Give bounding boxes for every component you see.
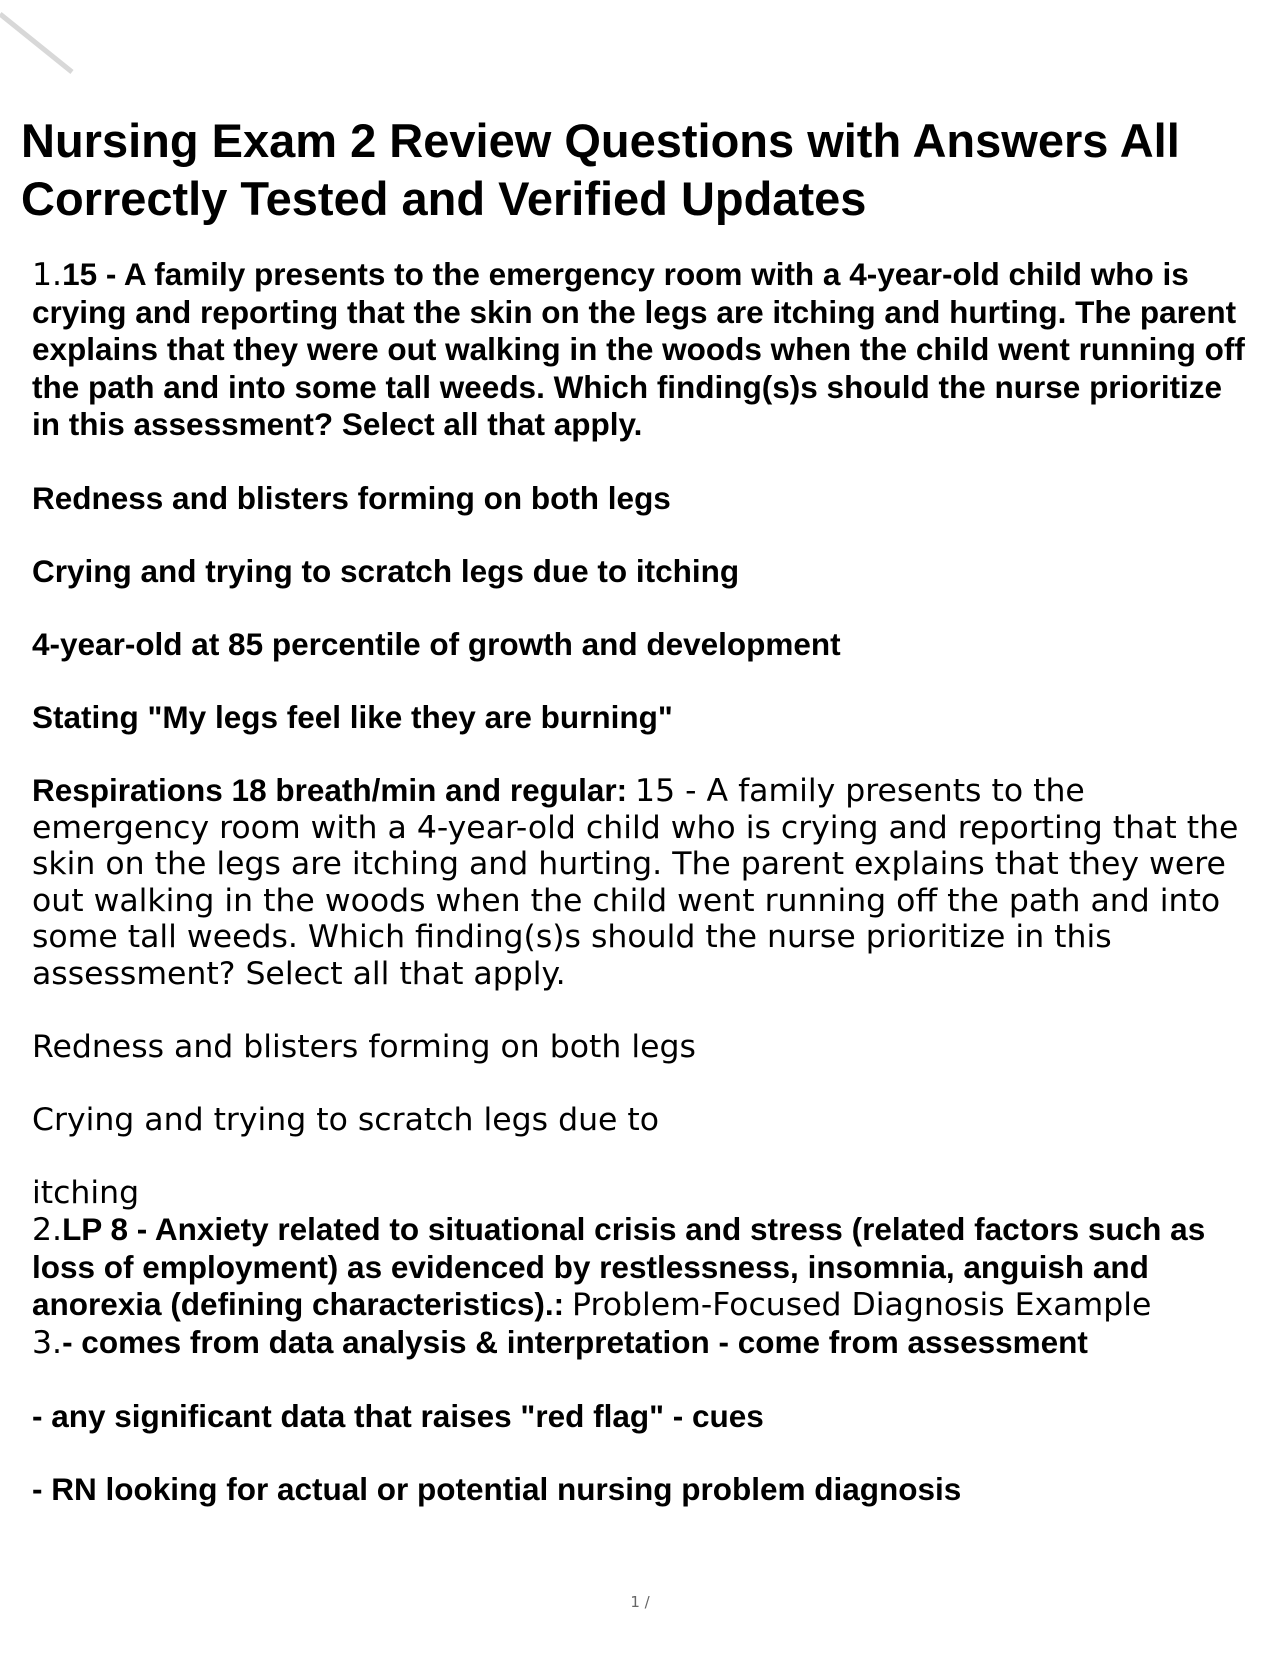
item-number: 1. — [32, 257, 63, 293]
answer-line-1: Redness and blisters forming on both legs — [32, 1028, 696, 1065]
answer-line-2: Crying and trying to scratch legs due to — [32, 1101, 660, 1138]
item-1-question — [32, 256, 1257, 444]
option-3: 4-year-old at 85 percentile of growth and development — [32, 626, 841, 662]
page-number: 1 / — [630, 1593, 650, 1611]
answer-text: Problem-Focused Diagnosis Example — [572, 1287, 1152, 1323]
item-1-answer — [32, 772, 1257, 992]
option-4: Stating "My legs feel like they are burning" — [32, 699, 673, 735]
page-corner-mark — [0, 0, 90, 90]
question-text: 15 - A family presents to the emergency room with a 4-year-old child who is crying and reporting that the skin on the legs are itching and hurting. The parent explains that they were out walking in the woods when the child went running off the path and into some tall weeds. Which finding(s)s should the nurse prioritize in this assessment? Select all that apply. — [32, 256, 1245, 442]
document-title: Nursing Exam 2 Review Questions with Answers All Correctly Tested and Verified Updates — [21, 114, 1180, 225]
option-2: Crying and trying to scratch legs due to itching — [32, 553, 740, 589]
item-number: 2. — [32, 1212, 63, 1248]
question-line-1: - comes from data analysis & interpretation - come from assessment — [62, 1323, 1088, 1360]
answer-text: 15 - A family presents to the emergency room with a 4-year-old child who is crying and reporting that the skin on the legs are itching and hurting. The parent explains that they were out walking in the woods when the child went running off the path and into some tall weeds. Which finding(s)s should the nurse prioritize in this assessment? Select all that apply. — [32, 773, 1239, 992]
item-number: 3. — [32, 1324, 63, 1361]
question-line-3: - RN looking for actual or potential nursing problem diagnosis — [32, 1470, 962, 1507]
document-body — [32, 256, 1257, 1507]
question-line-2: - any significant data that raises "red flag" - cues — [32, 1397, 764, 1434]
question-text: LP 8 - Anxiety related to situational crisis and stress (related factors such as loss of employment) as evidenced by restlessness, insomnia, anguish and anorexia (defining characteristics).: — [32, 1211, 1206, 1322]
option-5: Respirations 18 breath/min and regular: — [32, 772, 628, 808]
item-3 — [32, 1324, 1257, 1362]
option-1: Redness and blisters forming on both legs — [32, 480, 671, 516]
answer-line-3: itching — [32, 1174, 140, 1211]
item-2 — [32, 1211, 1257, 1324]
